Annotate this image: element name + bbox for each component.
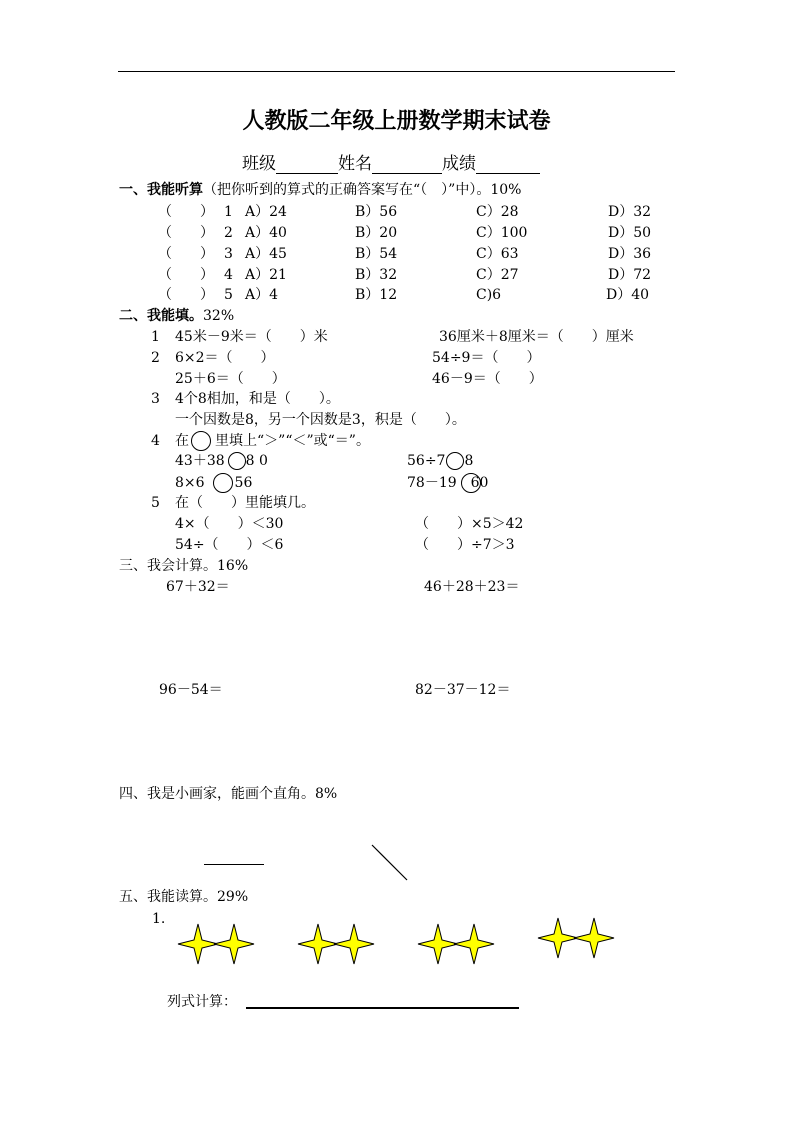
q1-number: 1. bbox=[152, 911, 166, 927]
answer-line[interactable] bbox=[246, 1007, 519, 1009]
section2-percent: 32% bbox=[203, 308, 235, 324]
star-icon bbox=[334, 924, 374, 964]
star-icon bbox=[418, 924, 458, 964]
section2-heading: 二、我能填。 bbox=[119, 308, 203, 324]
q3-number: 3 bbox=[151, 391, 160, 407]
question-number: 5 bbox=[224, 287, 233, 303]
q3-b: 一个因数是8，另一个因数是3，积是（ ）。 bbox=[175, 412, 466, 428]
q2-number: 2 bbox=[151, 350, 160, 366]
question-number: 1 bbox=[224, 204, 233, 220]
compare-right: 60 bbox=[470, 475, 489, 491]
option-a: A）4 bbox=[245, 287, 279, 303]
option-d: D）40 bbox=[606, 287, 650, 303]
section1-note: （把你听到的算式的正确答案写在“（ ）”中）。10% bbox=[203, 182, 522, 198]
q2-a: 6×2＝（ ） bbox=[175, 350, 275, 366]
question-number: 4 bbox=[224, 267, 233, 283]
option-d: D）72 bbox=[608, 267, 652, 283]
answer-paren[interactable]: （ ） bbox=[158, 246, 214, 262]
star-icon bbox=[454, 924, 494, 964]
option-c: C）63 bbox=[476, 246, 519, 262]
question-number: 2 bbox=[224, 225, 233, 241]
section3-heading: 三、我会计算。16% bbox=[119, 558, 249, 574]
option-d: D）32 bbox=[608, 204, 652, 220]
score-label: 成绩 bbox=[442, 154, 476, 174]
option-b: B）32 bbox=[355, 267, 398, 283]
option-c: C）100 bbox=[476, 225, 528, 241]
question-number: 3 bbox=[224, 246, 233, 262]
compare-left: 43＋38 bbox=[175, 453, 225, 469]
option-a: A）24 bbox=[245, 204, 287, 220]
compare-left: 56÷7 bbox=[407, 453, 446, 469]
q3-a: 4个8相加，和是（ ）。 bbox=[175, 391, 340, 407]
q5-b: （ ）×5＞42 bbox=[415, 516, 524, 532]
answer-paren[interactable]: （ ） bbox=[158, 204, 214, 220]
option-c: C)6 bbox=[476, 287, 502, 303]
star-icon bbox=[538, 918, 578, 958]
option-d: D）50 bbox=[608, 225, 652, 241]
star-icon bbox=[178, 924, 218, 964]
q5-a: 4×（ ）＜30 bbox=[175, 516, 284, 532]
q5-text: 在（ ）里能填几。 bbox=[175, 495, 315, 511]
compare-right: 8 0 bbox=[245, 453, 268, 469]
q5-c: 54÷（ ）＜6 bbox=[175, 537, 284, 553]
star-icon bbox=[298, 924, 338, 964]
calc-expression: 67＋32＝ bbox=[166, 579, 230, 595]
section1-heading: 一、我能听算 bbox=[119, 182, 203, 198]
q2-d: 46－9＝（ ） bbox=[432, 371, 543, 387]
compare-right: 8 bbox=[464, 453, 474, 469]
option-d: D）36 bbox=[608, 246, 652, 262]
q1-number: 1 bbox=[151, 329, 160, 345]
option-b: B）56 bbox=[355, 204, 398, 220]
calc-label: 列式计算： bbox=[167, 994, 237, 1010]
q2-c: 25＋6＝（ ） bbox=[175, 371, 286, 387]
option-c: C）28 bbox=[476, 204, 519, 220]
q5-d: （ ）÷7＞3 bbox=[415, 537, 515, 553]
q2-b: 54÷9＝（ ） bbox=[432, 350, 541, 366]
q4-pre: 在 bbox=[175, 433, 189, 449]
section4-heading: 四、我是小画家，能画个直角。8% bbox=[119, 786, 338, 802]
calc-expression: 96－54＝ bbox=[159, 682, 223, 698]
answer-paren[interactable]: （ ） bbox=[158, 267, 214, 283]
q4-post: 里填上“＞”“＜”或“＝”。 bbox=[215, 433, 370, 449]
option-c: C）27 bbox=[476, 267, 519, 283]
q1-right: 36厘米＋8厘米＝（ ）厘米 bbox=[439, 329, 634, 345]
compare-right: 56 bbox=[234, 475, 253, 491]
name-label: 姓名 bbox=[338, 154, 372, 174]
class-label: 班级 bbox=[242, 154, 276, 174]
star-icon bbox=[214, 924, 254, 964]
page-title: 人教版二年级上册数学期末试卷 bbox=[242, 108, 551, 134]
option-b: B）54 bbox=[355, 246, 398, 262]
calc-expression: 82－37－12＝ bbox=[415, 682, 511, 698]
q1-left: 45米－9米＝（ ）米 bbox=[175, 329, 328, 345]
option-b: B）12 bbox=[355, 287, 398, 303]
q5-number: 5 bbox=[151, 495, 160, 511]
q4-number: 4 bbox=[151, 433, 160, 449]
option-b: B）20 bbox=[355, 225, 398, 241]
section5-heading: 五、我能读算。29% bbox=[119, 889, 249, 905]
answer-paren[interactable]: （ ） bbox=[158, 225, 214, 241]
calc-expression: 46＋28＋23＝ bbox=[424, 579, 520, 595]
star-icon bbox=[574, 918, 614, 958]
option-a: A）21 bbox=[245, 267, 287, 283]
compare-left: 78－19 bbox=[407, 475, 457, 491]
answer-paren[interactable]: （ ） bbox=[158, 287, 214, 303]
option-a: A）45 bbox=[245, 246, 287, 262]
compare-left: 8×6 bbox=[175, 475, 205, 491]
option-a: A）40 bbox=[245, 225, 287, 241]
